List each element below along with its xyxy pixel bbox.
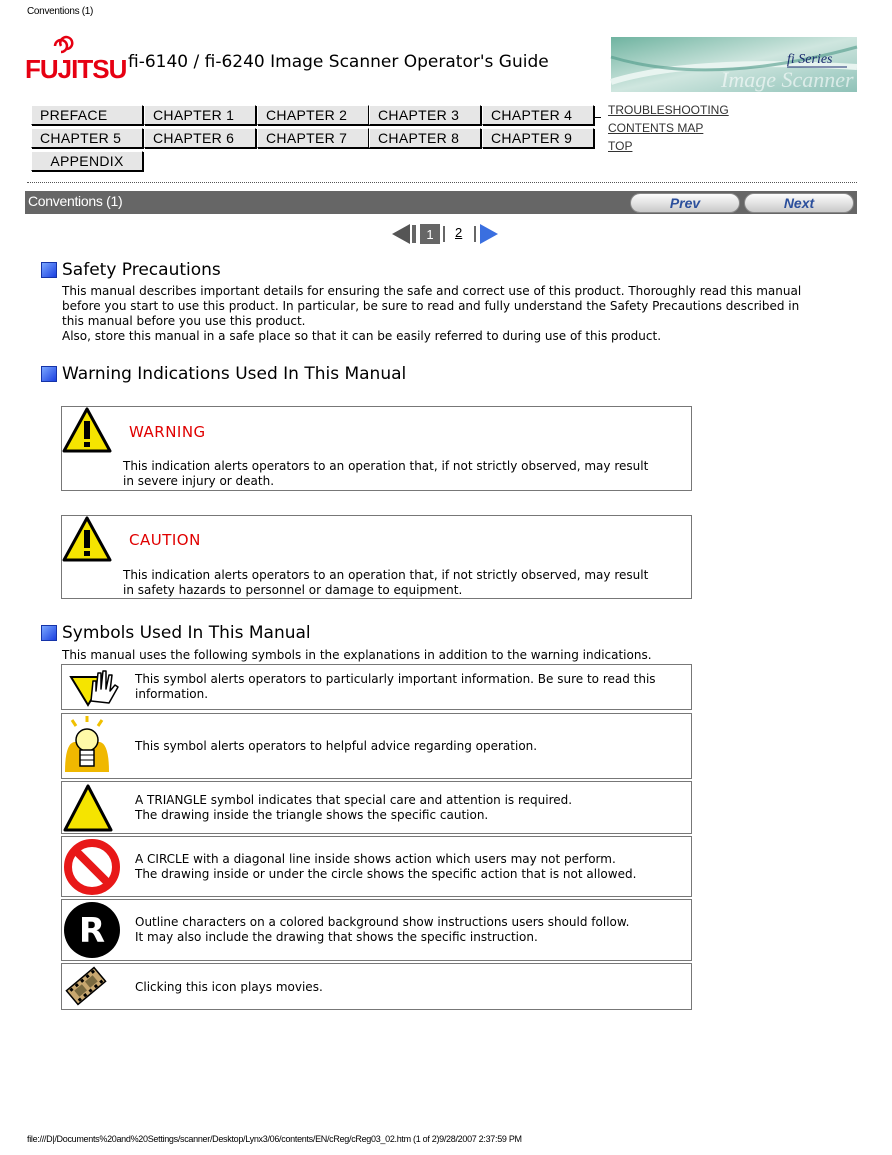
nav-divider [595, 117, 601, 118]
symbol-line: A CIRCLE with a diagonal line inside shows action which users may not perform. [135, 852, 616, 866]
symbol-description [135, 793, 572, 823]
symbol-description [135, 672, 656, 702]
nav-chapter-7-button[interactable]: CHAPTER 7 [257, 128, 369, 148]
warning-title: WARNING [129, 423, 206, 441]
warnings-heading: Warning Indications Used In This Manual [62, 364, 407, 384]
prohibition-circle-icon [63, 838, 121, 896]
caution-line: This indication alerts operators to an operation that, if not strictly observed, may result [123, 568, 649, 582]
guide-title: fi-6140 / fi-6240 Image Scanner Operator's Guide [128, 52, 549, 72]
caution-title: CAUTION [129, 531, 201, 549]
warning-line: in severe injury or death. [123, 474, 275, 488]
pager-separator [474, 226, 476, 242]
footer-file-path: file:///D|/Documents%20and%20Settings/scanner/Desktop/Lynx3/06/contents/EN/cReg/cReg03_02.htm (1 of 2)9/28/2007 2:37:59 PM [27, 1134, 522, 1144]
fi-series-banner [611, 37, 857, 92]
safety-line: Also, store this manual in a safe place so that it can be easily referred to during use of this product. [62, 329, 662, 343]
nav-chapter-6-button[interactable]: CHAPTER 6 [144, 128, 256, 148]
next-button[interactable]: Next [744, 193, 854, 213]
symbol-line: The drawing inside the triangle shows the specific caution. [135, 808, 489, 822]
prev-button[interactable]: Prev [630, 193, 740, 213]
pager-next-arrow-icon[interactable] [480, 224, 498, 244]
safety-line: This manual describes important details for ensuring the safe and correct use of this product. Thoroughly read this manual [62, 284, 802, 298]
symbol-description: This symbol alerts operators to helpful advice regarding operation. [135, 739, 538, 753]
divider [27, 182, 857, 183]
movie-film-icon[interactable] [64, 965, 108, 1007]
warning-description [123, 459, 648, 489]
symbol-description [135, 852, 636, 882]
symbol-description [135, 915, 629, 945]
nav-preface-button[interactable]: PREFACE [31, 105, 143, 125]
safety-line: before you start to use this product. In particular, be sure to read and fully understand the Safety Precautions described in [62, 299, 800, 313]
safety-paragraph [62, 284, 862, 344]
troubleshooting-link[interactable]: TROUBLESHOOTING [608, 103, 729, 117]
hand-important-icon [69, 667, 121, 707]
warning-line: This indication alerts operators to an operation that, if not strictly observed, may result [123, 459, 649, 473]
svg-text:FUJITSU: FUJITSU [25, 54, 127, 84]
caution-line: in safety hazards to personnel or damage to equipment. [123, 583, 463, 597]
caution-description [123, 568, 648, 598]
symbol-line: information. [135, 687, 209, 701]
caution-triangle-icon [62, 516, 112, 562]
lightbulb-hint-icon [62, 714, 112, 776]
instruction-r-icon [63, 901, 121, 959]
pager-page-2-link[interactable]: 2 [455, 225, 463, 240]
warning-triangle-icon [62, 407, 112, 453]
nav-chapter-8-button[interactable]: CHAPTER 8 [369, 128, 481, 148]
contents-map-link[interactable]: CONTENTS MAP [608, 121, 704, 135]
nav-chapter-9-button[interactable]: CHAPTER 9 [482, 128, 594, 148]
svg-text:fi Series: fi Series [787, 52, 833, 67]
pager-prev-arrow-icon[interactable] [392, 224, 410, 244]
symbol-line: A TRIANGLE symbol indicates that special care and attention is required. [135, 793, 573, 807]
section-title: Conventions (1) [28, 193, 123, 209]
top-link[interactable]: TOP [608, 139, 633, 153]
symbol-line: This symbol alerts operators to particularly important information. Be sure to read this [135, 672, 656, 686]
nav-appendix-button[interactable]: APPENDIX [31, 151, 143, 171]
symbol-description: Clicking this icon plays movies. [135, 980, 323, 994]
page-header-title: Conventions (1) [27, 6, 94, 17]
svg-text:R: R [78, 911, 106, 951]
safety-line: this manual before you use this product. [62, 314, 306, 328]
symbol-line: Outline characters on a colored background show instructions users should follow. [135, 915, 630, 929]
bullet-icon [41, 262, 57, 278]
nav-chapter-1-button[interactable]: CHAPTER 1 [144, 105, 256, 125]
nav-chapter-5-button[interactable]: CHAPTER 5 [31, 128, 143, 148]
pager-current-page [420, 224, 440, 244]
page-1-label: 1 [426, 226, 434, 242]
triangle-caution-icon [62, 783, 114, 833]
bullet-icon [41, 366, 57, 382]
nav-chapter-4-button[interactable]: CHAPTER 4 [482, 105, 594, 125]
safety-heading: Safety Precautions [62, 260, 221, 280]
symbol-line: The drawing inside or under the circle shows the specific action that is not allowed. [135, 867, 637, 881]
symbol-line: It may also include the drawing that shows the specific instruction. [135, 930, 538, 944]
bullet-icon [41, 625, 57, 641]
pager-separator [443, 226, 445, 242]
nav-chapter-3-button[interactable]: CHAPTER 3 [369, 105, 481, 125]
fujitsu-logo [25, 40, 127, 88]
symbols-heading: Symbols Used In This Manual [62, 623, 311, 643]
symbols-intro: This manual uses the following symbols in the explanations in addition to the warning indications. [62, 648, 652, 662]
svg-text:Image Scanner: Image Scanner [721, 67, 854, 92]
nav-chapter-2-button[interactable]: CHAPTER 2 [257, 105, 369, 125]
pager-bar [412, 225, 416, 243]
